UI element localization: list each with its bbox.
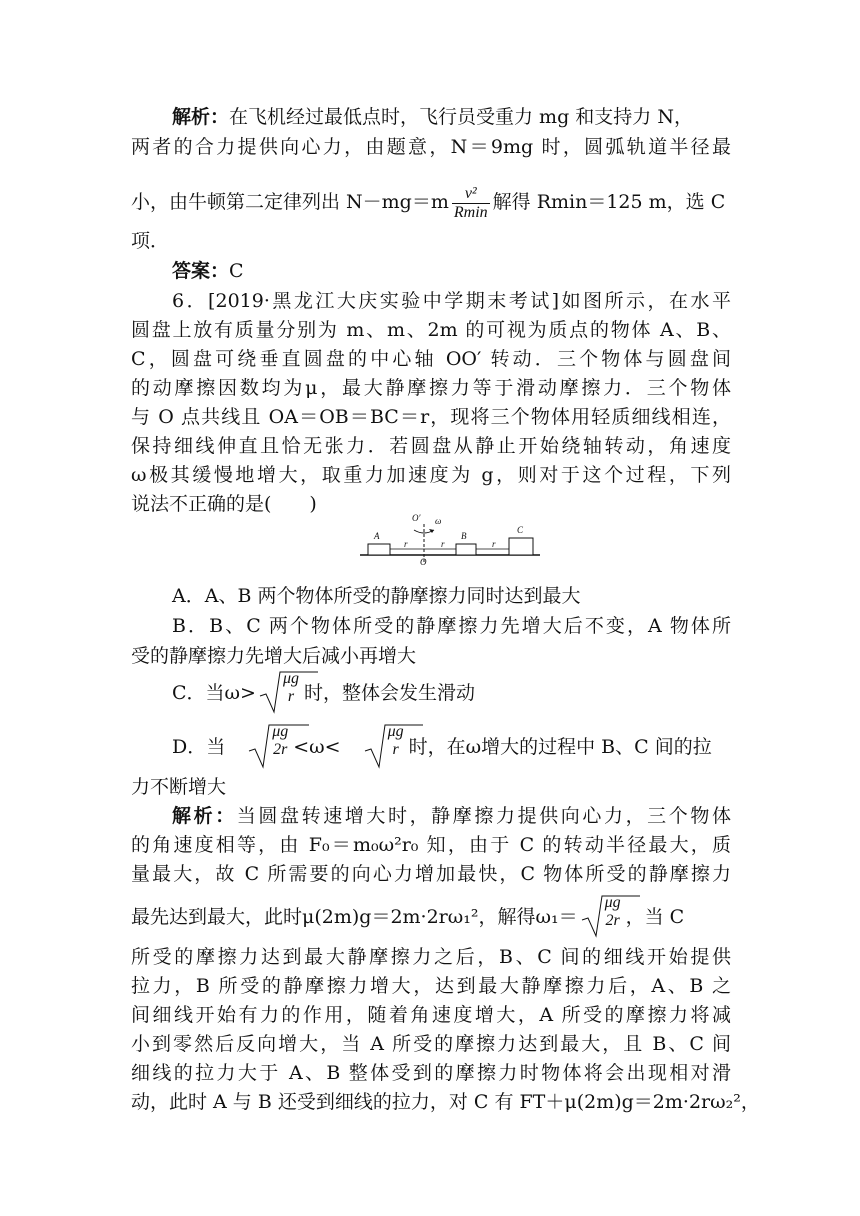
q6-solution-line-10: 动，此时 A 与 B 还受到细线的拉力，对 C 有 FT＋μ(2m)g＝2m·2rω₂²， [131,1091,760,1113]
q6-solution-line-4 [131,894,731,940]
radicand-numerator: μg [387,723,404,740]
q6-solution-text-1: 当圆盘转速增大时，静摩擦力提供向心力，三个物体 [236,805,731,827]
q6-stem-line-5: 与 O 点共线且 OA＝OB＝BC＝r，现将三个物体用轻质细线相连， [131,406,731,428]
q6-solution-text-4a: 最先达到最大，此时μ(2m)g＝2m·2rω₁²，解得ω₁＝ [131,906,578,928]
label-a: A [374,531,380,541]
sqrt-mug-over-r [258,670,302,718]
label-o: O [420,557,427,566]
q6-solution-text-4b: ，当 C [625,906,685,928]
option-d-middle: <ω< [293,736,341,758]
q6-stem-line-6: 保持细线伸直且恰无张力．若圆盘从静止开始绕轴转动，角速度 [131,435,731,457]
q6-solution-line-2: 的角速度相等，由 F₀＝m₀ω²r₀ 知，由于 C 的转动半径最大，质 [131,834,731,856]
q6-stem-line-4: 的动摩擦因数均为μ，最大静摩擦力等于滑动摩擦力．三个物体 [131,377,731,399]
q6-stem-line-2: 圆盘上放有质量分别为 m、m、2m 的可视为质点的物体 A、B、 [131,319,731,341]
q5-solution-line-3 [131,180,731,224]
sqrt-mug-over-2r [247,723,291,773]
option-c-prefix: C．当ω> [172,682,256,704]
option-d-suffix: 时，在ω增大的过程中 B、C 间的拉 [408,736,712,758]
fraction-v2-over-rmin [452,185,490,222]
q5-solution-line-1 [172,104,731,130]
q6-stem-line-3: C，圆盘可绕垂直圆盘的中心轴 OO′ 转动．三个物体与圆盘间 [131,348,731,370]
option-d-line-1 [172,722,731,772]
label-b: B [461,531,467,541]
block-c [509,538,533,555]
sqrt-mug-over-r [363,723,407,773]
radicand-denominator: r [392,741,399,758]
q6-solution-line-8: 小到零然后反向增大，当 A 所受的摩擦力达到最大，且 B、C 间 [131,1033,731,1055]
option-d-prefix: D．当 [172,736,226,758]
q5-solution-line-4: 项． [131,230,170,252]
option-b-line-1: B．B、C 两个物体所受的静摩擦力先增大后不变，A 物体所 [172,615,731,637]
block-b [456,544,476,555]
q5-answer [172,258,731,284]
radicand-numerator: μg [282,670,299,687]
radical-sign [580,894,640,938]
radical-sign [363,723,423,769]
q5-solution-line-2: 两者的合力提供向心力，由题意，N＝9mg 时，圆弧轨道半径最 [131,136,731,158]
option-a: A．A、B 两个物体所受的静摩擦力同时达到最大 [172,585,581,607]
radical-sign [258,670,318,714]
solution-label: 解析： [172,805,237,827]
label-r-2: r [441,539,445,549]
radicand-denominator: r [287,688,295,705]
option-d-line-2: 力不断增大 [131,776,227,798]
label-c: C [517,525,524,535]
q6-stem-line-7: ω极其缓慢地增大，取重力加速度为 g，则对于这个过程，下列 [131,464,731,486]
sqrt-mug-over-2r [580,894,624,942]
figure-svg [360,510,540,566]
fraction-numerator: v² [452,185,490,204]
radical-sign [247,723,309,769]
solution-label: 解析： [172,106,230,128]
q6-solution-line-5: 所受的摩擦力达到最大静摩擦力之后，B、C 间的细线开始提供 [131,946,731,968]
fraction-denominator: Rmin [453,203,488,221]
q6-solution-line-1 [172,803,731,829]
label-r-1: r [404,539,408,549]
q6-solution-line-7: 间细线开始有力的作用，随着角速度增大，A 所受的摩擦力将减 [131,1004,731,1026]
q6-stem-line-8: 说法不正确的是( ) [131,493,317,515]
rotating-disk-figure [360,510,540,566]
q5-solution-text-3b: 解得 Rmin＝125 m，选 C [492,191,726,213]
q6-solution-line-9: 细线的拉力大于 A、B 整体受到的摩擦力时物体将会出现相对滑 [131,1062,731,1084]
answer-value: C [229,260,244,282]
label-omega: ω [435,516,442,526]
answer-label: 答案： [172,260,230,282]
q6-stem-line-1: 6．[2019·黑龙江大庆实验中学期末考试]如图所示，在水平 [172,290,731,312]
q5-solution-text-1: 在飞机经过最低点时，飞行员受重力 mg 和支持力 N， [229,106,693,128]
block-a [368,544,390,555]
label-r-3: r [492,539,496,549]
label-o-prime: O′ [412,513,421,523]
option-b-line-2: 受的静摩擦力先增大后减小再增大 [131,645,417,667]
q6-solution-line-6: 拉力，B 所受的静摩擦力增大，达到最大静摩擦力后，A、B 之 [131,975,731,997]
q6-solution-line-3: 量最大，故 C 所需要的向心力增加最快，C 物体所受的静摩擦力 [131,863,731,885]
radicand-denominator: 2r [273,741,288,758]
radicand-numerator: μg [604,894,621,911]
option-c [172,670,731,716]
radicand-denominator: 2r [605,912,620,929]
radicand-numerator: μg [272,723,289,740]
q5-solution-text-3a: 小，由牛顿第二定律列出 N－mg＝m [131,191,449,213]
option-c-suffix: 时，整体会发生滑动 [303,682,475,704]
